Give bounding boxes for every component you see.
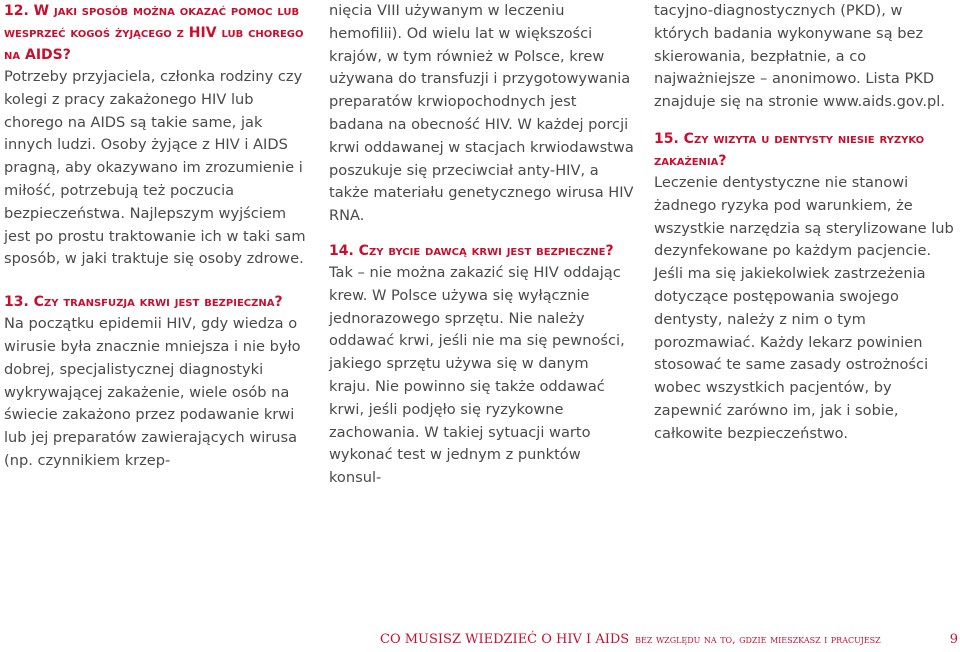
question-15-heading: 15. Czy wizyta u dentysty niesie ryzyko zakażenia? (654, 130, 925, 169)
question-15-answer: Leczenie dentystyczne nie stanowi żadnego ryzyka pod warunkiem, że wszystkie narzędzia są sterylizowane lub dezynfekowane po każdym pacjencie. Jeśli ma się jakiekolwiek zastrzeżenia dotyczące postępowania swojego dentysty, należy z nim o tym porozmawiać. Każdy lekarz powinien stosować te same zasady ostrożności wobec wszystkich pacjentów, by zapewnić zarówno im, jak i sobie, całkowite bezpieczeństwo. (654, 173, 954, 442)
footer-title: CO MUSISZ WIEDZIEĆ O HIV I AIDS (380, 632, 630, 647)
column-middle (329, 0, 634, 490)
question-12-answer: Potrzeby przyjaciela, członka rodziny czy kolegi z pracy zakażonego HIV lub chorego na AIDS są takie same, jak innych ludzi. Osoby żyjące z HIV i AIDS pragną, aby okazywano im zrozumienie i miłość, potrzebują też poczucia bezpieczeństwa. Najlepszym wyjściem jest po prostu traktowanie ich w taki sam sposób, w jaki traktuje się osoby zdrowe. (4, 68, 306, 268)
question-14-answer-part1: Tak – nie można zakazić się HIV oddając krew. W Polsce używa się wyłącznie jednorazowego sprzętu. Nie należy oddawać krwi, jeśli nie ma się pewności, jakiego sprzętu używa się w danym kraju. Nie powinno się także oddawać krwi, jeśli podjęło się ryzykowne zachowania. W takiej sytuacji warto wykonać test w jednym z punktów konsul- (329, 263, 625, 487)
question-14-heading: 14. Czy bycie dawcą krwi jest bezpieczne? (329, 242, 614, 259)
column-right (654, 0, 959, 446)
question-13-heading: 13. Czy transfuzja krwi jest bezpieczna? (4, 294, 283, 311)
question-13-answer-part1: Na początku epidemii HIV, gdy wiedza o wirusie była znacznie mniejsza i nie było dobrej, specjalistycznej diagnostyki wykrywającej zakażenie, wiele osób na świecie zakażono przez podawanie krwi lub jej preparatów zawierających wirusa (np. czynnikiem krzep- (4, 315, 301, 469)
column-left (4, 0, 306, 473)
question-12-heading: 12. W jaki sposób można okazać pomoc lub wesprzeć kogoś żyjącego z HIV lub chorego na AIDS? (4, 3, 304, 63)
page-footer (380, 632, 958, 652)
question-14-answer-part2: tacyjno-diagnostycznych (PKD), w których badania wykonywane są bez skierowania, bezpłatnie, a co najważniejsze – anonimowo. Lista PKD znajduje się na stronie www.aids.gov.pl. (654, 2, 945, 111)
page-number: 9 (949, 632, 958, 647)
footer-subtitle: bez względu na to, gdzie mieszkasz i pracujesz (635, 633, 881, 646)
question-13-answer-part2: nięcia VIII używanym w leczeniu hemofilii). Od wielu lat w większości krajów, w tym również w Polsce, krew używana do transfuzji i przygotowywania preparatów krwiopochodnych jest badana na obecność HIV. W każdej porcji krwi oddawanej w stacjach krwiodawstwa poszukuje się przeciwciał anty-HIV, a także materiału genetycznego wirusa HIV RNA. (329, 2, 634, 225)
